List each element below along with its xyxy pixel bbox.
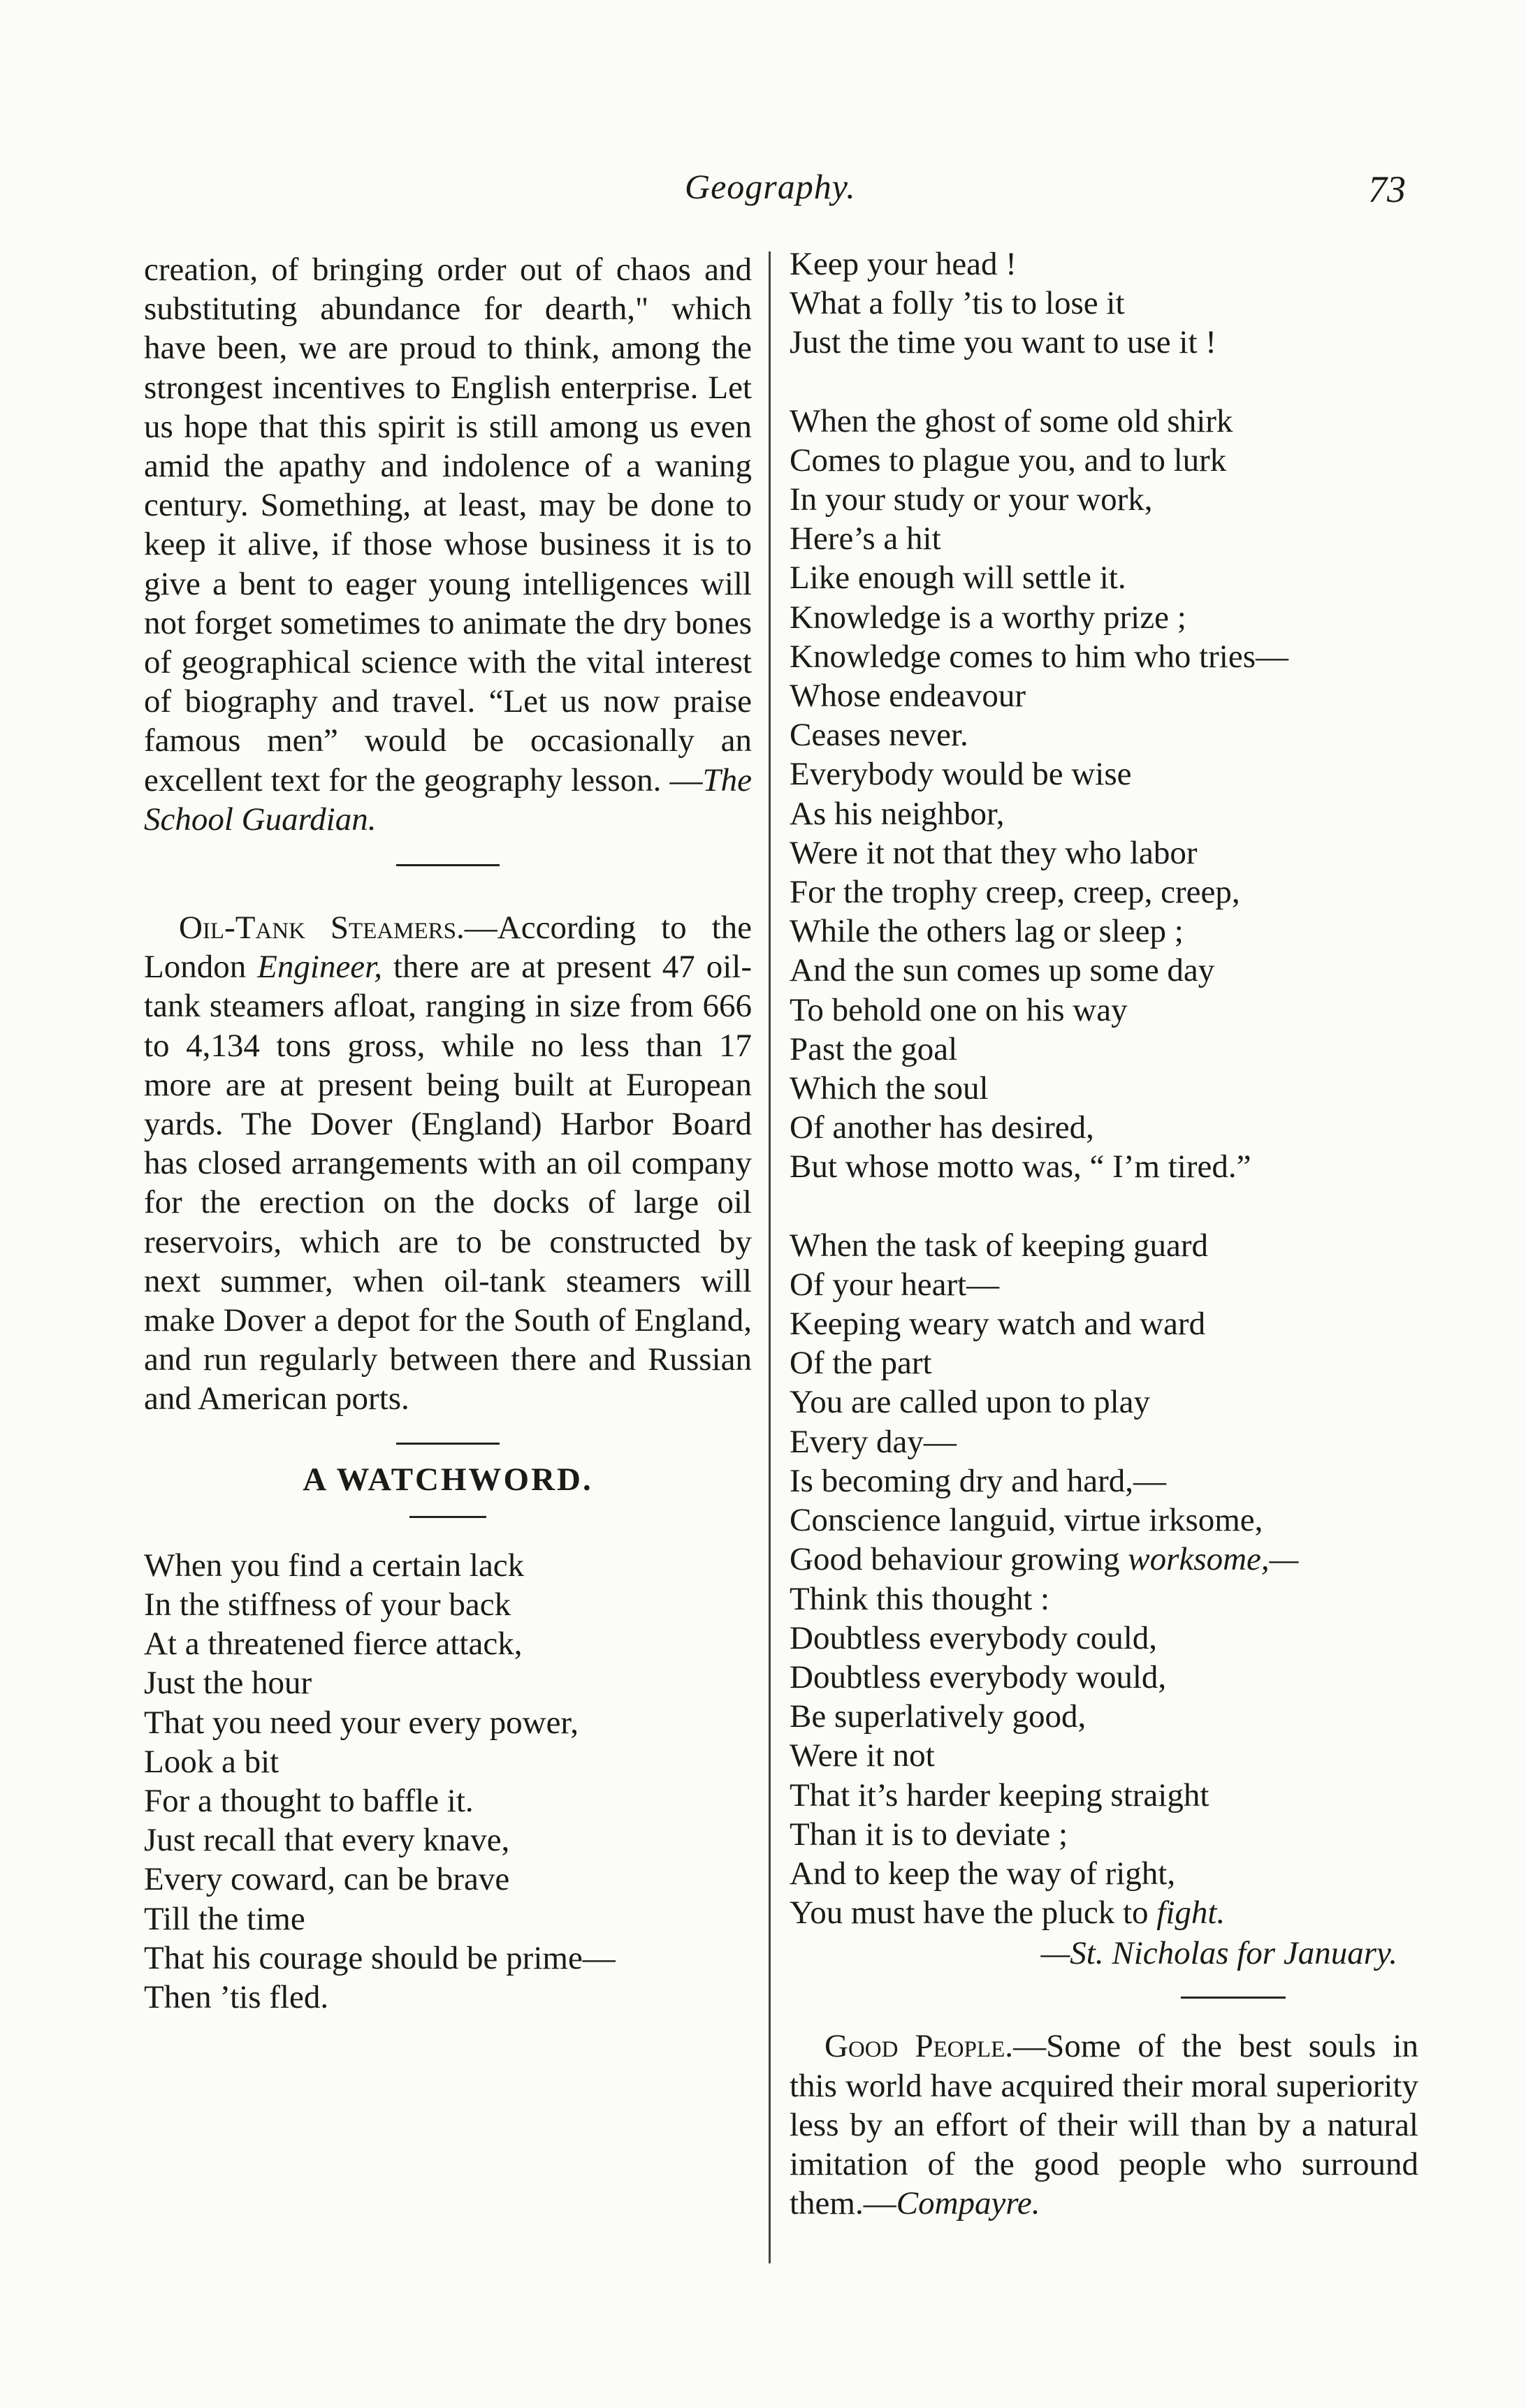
poem-line: [790, 1540, 1418, 1579]
right-column: [790, 245, 1418, 2223]
poem-line: Like enough will settle it.: [790, 560, 1126, 597]
poem-title: A WATCHWORD.: [303, 1461, 593, 1498]
poem-line: Of another has desired,: [790, 1109, 1094, 1146]
poem-line: In your study or your work,: [790, 481, 1153, 518]
poem-stanza-3: [790, 1226, 1418, 1933]
poem-line: Doubtless everybody would,: [790, 1658, 1167, 1695]
poem-line: When the task of keeping guard: [790, 1227, 1209, 1264]
poem-line: Here’s a hit: [790, 520, 941, 557]
poem-line: Till the time: [144, 1900, 305, 1937]
poem-line: As his neighbor,: [790, 795, 1005, 832]
title-divider: [409, 1516, 486, 1518]
poem-line: Every coward, can be brave: [144, 1861, 510, 1898]
poem-line: Keep your head !: [790, 246, 1017, 282]
poem-line: Just the hour: [144, 1665, 312, 1702]
poem-line: In the stiffness of your back: [144, 1586, 511, 1623]
poem-line: Of the part: [790, 1345, 932, 1382]
oil-tank-paragraph: [144, 908, 752, 1419]
poem-line: What a folly ’tis to lose it: [790, 285, 1125, 322]
poem-line: Were it not that they who labor: [790, 834, 1198, 871]
section-divider: [1181, 1997, 1286, 1999]
poem-line: When the ghost of some old shirk: [790, 402, 1233, 439]
poem-emphasis: fight.: [1156, 1895, 1226, 1932]
poem-line: Conscience languid, virtue irksome,: [790, 1502, 1263, 1539]
poem-line: But whose motto was, “ I’m tired.”: [790, 1148, 1251, 1185]
poem-line: Be superlatively good,: [790, 1698, 1087, 1735]
poem-line: Than it is to deviate ;: [790, 1816, 1068, 1853]
good-people-source: Compayre.: [896, 2185, 1040, 2222]
poem-line: Just the time you want to use it !: [790, 324, 1216, 361]
poem-line: Everybody would be wise: [790, 756, 1132, 793]
poem-line: Then ’tis fled.: [144, 1978, 329, 2015]
intro-paragraph: [144, 250, 752, 839]
left-column: [144, 250, 752, 2017]
poem-line: Which the soul: [790, 1070, 989, 1107]
poem-line: Were it not: [790, 1737, 935, 1774]
intro-source: The School Guardian.: [144, 761, 752, 838]
oil-tank-text-b: there are at present 47 oil-tank steamers afloat, ranging in size from 666 to 4,134 tons gross, while no less than 17 more are at present being built at European yards. The Dover (England) Harbor Board has closed arrangements with an oil company for the erection on the docks of large oil reservoirs, which are to be constructed by next summer, when oil-tank steamers will make Dover a depot for the South of England, and run regularly between there and Russian and American ports.: [144, 949, 752, 1417]
poem-line: Knowledge comes to him who tries—: [790, 638, 1289, 675]
poem-line: To behold one on his way: [790, 991, 1128, 1028]
intro-paragraph-text: creation, of bringing order out of chaos and substituting abundance for dearth," which have been, we are proud to think, among the strongest incentives to English enterprise. Let us hope that this spirit is still among us even amid the apathy and indolence of a waning century. Something, at least, may be done to keep it alive, if those whose business it is to give a bent to eager young intelligences will not forget sometimes to animate the dry bones of geographical science with the vital interest of biography and travel. “Let us now praise famous men” would be occasionally an excellent text for the geography lesson. —: [144, 251, 752, 798]
poem-line: Of your heart—: [790, 1266, 1000, 1303]
poem-line: Past the goal: [790, 1030, 958, 1067]
poem-line-text: Good behaviour growing: [790, 1541, 1128, 1578]
poem-line: Comes to plague you, and to lurk: [790, 442, 1227, 479]
poem-line-text: You must have the pluck to: [790, 1895, 1157, 1932]
column-divider: [769, 251, 771, 2263]
good-people-paragraph: [790, 2027, 1418, 2223]
poem-line: While the others lag or sleep ;: [790, 913, 1184, 950]
poem-line: That his courage should be prime—: [144, 1939, 616, 1976]
poem-line: When you find a certain lack: [144, 1547, 525, 1584]
poem-line: [790, 1893, 1418, 1932]
poem-line: And the sun comes up some day: [790, 952, 1215, 989]
poem-line: Knowledge is a worthy prize ;: [790, 599, 1186, 636]
poem-line: Every day—: [790, 1423, 957, 1460]
poem-line: For a thought to baffle it.: [144, 1782, 474, 1819]
poem-line: Keeping weary watch and ward: [790, 1306, 1206, 1343]
poem-line: Think this thought :: [790, 1580, 1050, 1617]
running-header-title: Geography.: [685, 167, 856, 206]
good-people-text: —Some of the best souls in this world have acquired their moral superiority less by an effort of their will than by a natural imitation of the good people who surround them.—: [790, 2028, 1418, 2222]
poem-line: That it’s harder keeping straight: [790, 1776, 1209, 1814]
poem-stanza-1: [144, 1546, 752, 2017]
engineer-title: Engineer,: [257, 949, 382, 986]
poem-line: Just recall that every knave,: [144, 1822, 510, 1859]
good-people-title: Good People.: [824, 2028, 1014, 2065]
poem-line: And to keep the way of right,: [790, 1855, 1176, 1892]
poem-stanza-1-end: [790, 245, 1418, 363]
poem-emphasis: worksome,—: [1128, 1541, 1299, 1578]
poem-line: At a threatened fierce attack,: [144, 1626, 523, 1663]
poem-line: Is becoming dry and hard,—: [790, 1462, 1167, 1499]
poem-attribution: —St. Nicholas for January.: [1040, 1935, 1397, 1972]
section-divider: [396, 864, 500, 866]
poem-line: That you need your every power,: [144, 1704, 579, 1741]
poem-stanza-2: [790, 402, 1418, 1187]
oil-tank-title: Oil-Tank Steamers.: [179, 910, 465, 947]
poem-line: Look a bit: [144, 1743, 279, 1780]
poem-line: Doubtless everybody could,: [790, 1619, 1158, 1656]
poem-line: For the trophy creep, creep, creep,: [790, 874, 1240, 911]
poem-line: Ceases never.: [790, 717, 968, 754]
poem-line: Whose endeavour: [790, 678, 1026, 715]
section-divider: [396, 1443, 500, 1445]
oil-tank-text-a: —According to the London: [144, 910, 752, 986]
poem-line: You are called upon to play: [790, 1384, 1151, 1421]
page-number: 73: [1368, 168, 1406, 210]
